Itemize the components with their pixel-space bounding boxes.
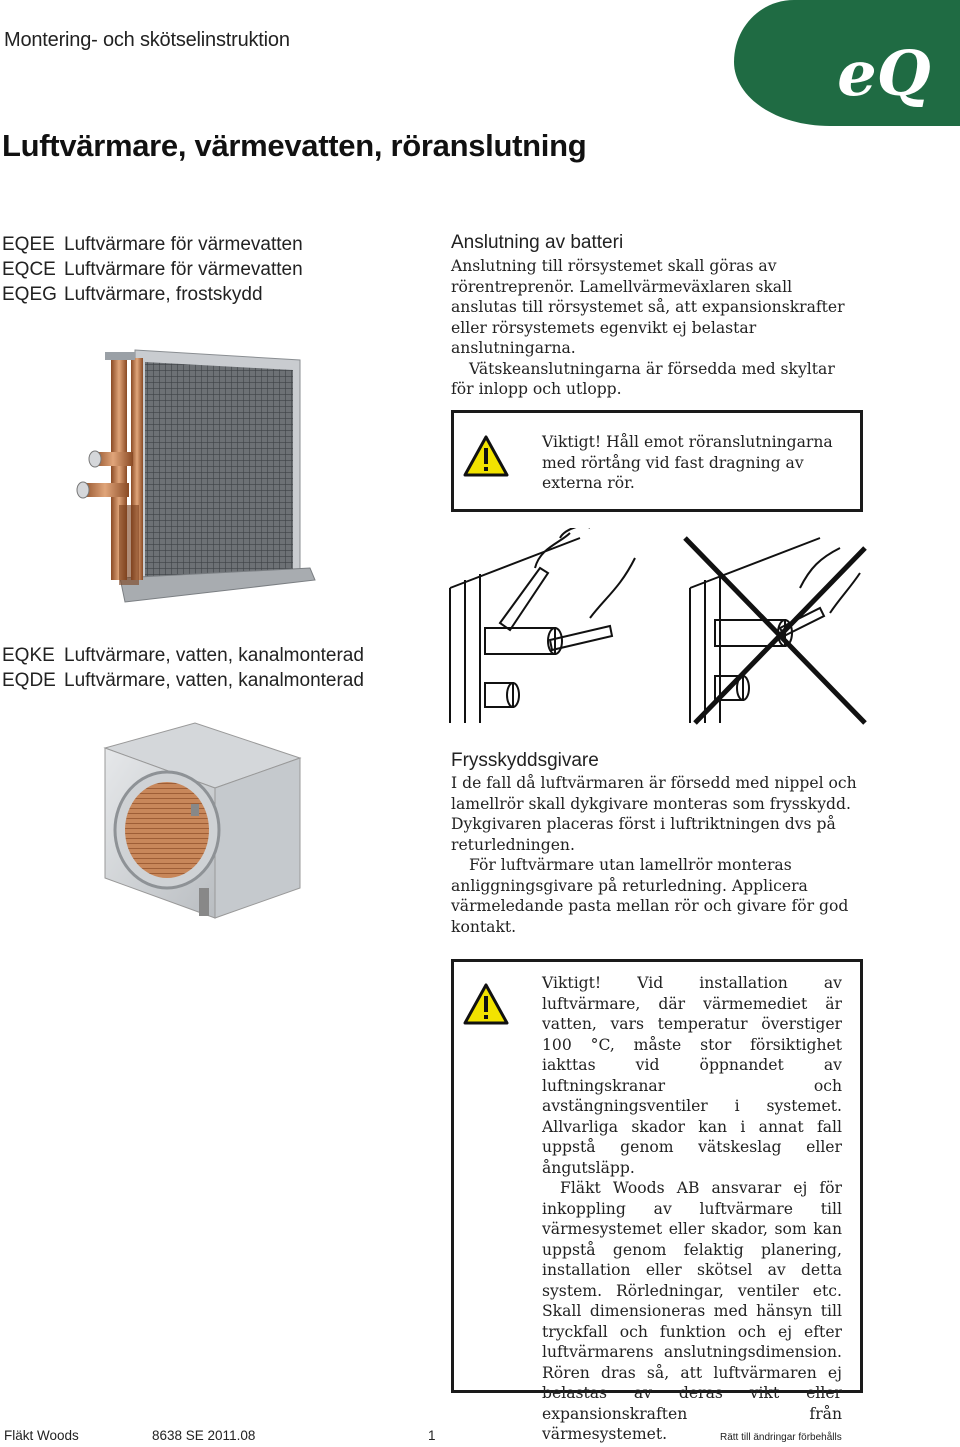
frost-heading: Frysskyddsgivare <box>451 750 599 771</box>
model-label: Luftvärmare för värmevatten <box>64 259 303 280</box>
model-row <box>2 282 303 307</box>
model-code: EQKE <box>2 645 55 666</box>
connection-paragraph: Anslutning till rörsystemet skall göras av rörentreprenör. Lamellvärmeväxlaren skall anslutas till rörsystemet så, att expansionskrafter eller rörsystemets egenvikt ej belastar anslutningarna. <box>451 257 845 357</box>
footer-rights: Rätt till ändringar förbehålls <box>720 1432 842 1443</box>
footer-doc-number: 8638 SE 2011.08 <box>152 1428 256 1443</box>
warning-text <box>542 973 842 1445</box>
model-code: EQDE <box>2 670 56 691</box>
model-label: Luftvärmare, frostskydd <box>64 284 263 305</box>
eq-logo <box>734 0 960 126</box>
model-list-bottom <box>2 643 364 693</box>
warning-triangle-icon <box>463 983 509 1025</box>
connection-paragraph: Vätskeanslutningarna är försedda med skyltar för inlopp och utlopp. <box>451 359 835 398</box>
warning-triangle-icon <box>463 435 509 477</box>
model-code: EQEG <box>2 284 57 305</box>
document-header-title: Montering- och skötselinstruktion <box>4 29 290 51</box>
duct-heater-image <box>95 718 310 923</box>
air-heater-coil-image <box>75 340 325 615</box>
footer-company: Fläkt Woods <box>4 1428 79 1443</box>
model-code: EQCE <box>2 259 56 280</box>
frost-paragraph: För luftvärmare utan lamellrör monteras anliggningsgivare på returledning. Applicera värmeledande pasta mellan rör och givare för god kontakt. <box>451 856 849 936</box>
warning-paragraph: Fläkt Woods AB ansvarar ej för inkoppling av luftvärmare till värmesystemet eller skador, som kan uppstå genom felaktig planering, installation eller skötsel av detta system. Rörledningar, ventiler etc. Skall dimensioneras med hänsyn till tryckfall och funktion och ej efter luftvärmarens anslutningsdimension. Rören dras så, att luftvärmaren ej belastas av deras vikt eller expansionskraften från värmesystemet. <box>542 1179 842 1443</box>
model-label: Luftvärmare, vatten, kanalmonterad <box>64 645 364 666</box>
connection-text <box>451 256 861 400</box>
frost-paragraph: I de fall då luftvärmaren är försedd med nippel och lamellrör skall dykgivare monteras som frysskydd. Dykgivaren placeras först i luftriktningen dvs på returledningen. <box>451 774 857 854</box>
model-row <box>2 643 364 668</box>
model-label: Luftvärmare för värmevatten <box>64 234 303 255</box>
model-label: Luftvärmare, vatten, kanalmonterad <box>64 670 364 691</box>
model-row <box>2 257 303 282</box>
warning-paragraph: Viktigt! Vid installation av luftvärmare, där värmemediet är vatten, vars temperatur överstiger 100 °C, måste stor försiktighet iakttas vid öppnandet av luftningskranar och avstängningsventiler i systemet. Allvarliga skador kan i annat fall uppstå genom vätskeslag eller ångutsläpp. <box>542 974 842 1177</box>
logo-text: eQ <box>837 37 931 110</box>
model-row <box>2 668 364 693</box>
model-row <box>2 232 303 257</box>
frost-text <box>451 773 863 937</box>
page-title: Luftvärmare, värmevatten, röranslutning <box>2 128 587 163</box>
model-code: EQEE <box>2 234 55 255</box>
model-list-top <box>2 232 303 307</box>
warning-text: Viktigt! Håll emot röranslutningarna med rörtång vid fast dragning av externa rör. <box>542 433 833 492</box>
connection-heading: Anslutning av batteri <box>451 232 624 253</box>
footer-page-number: 1 <box>428 1428 436 1443</box>
warning-box <box>451 410 863 512</box>
pipe-wrench-illustration <box>440 528 880 728</box>
